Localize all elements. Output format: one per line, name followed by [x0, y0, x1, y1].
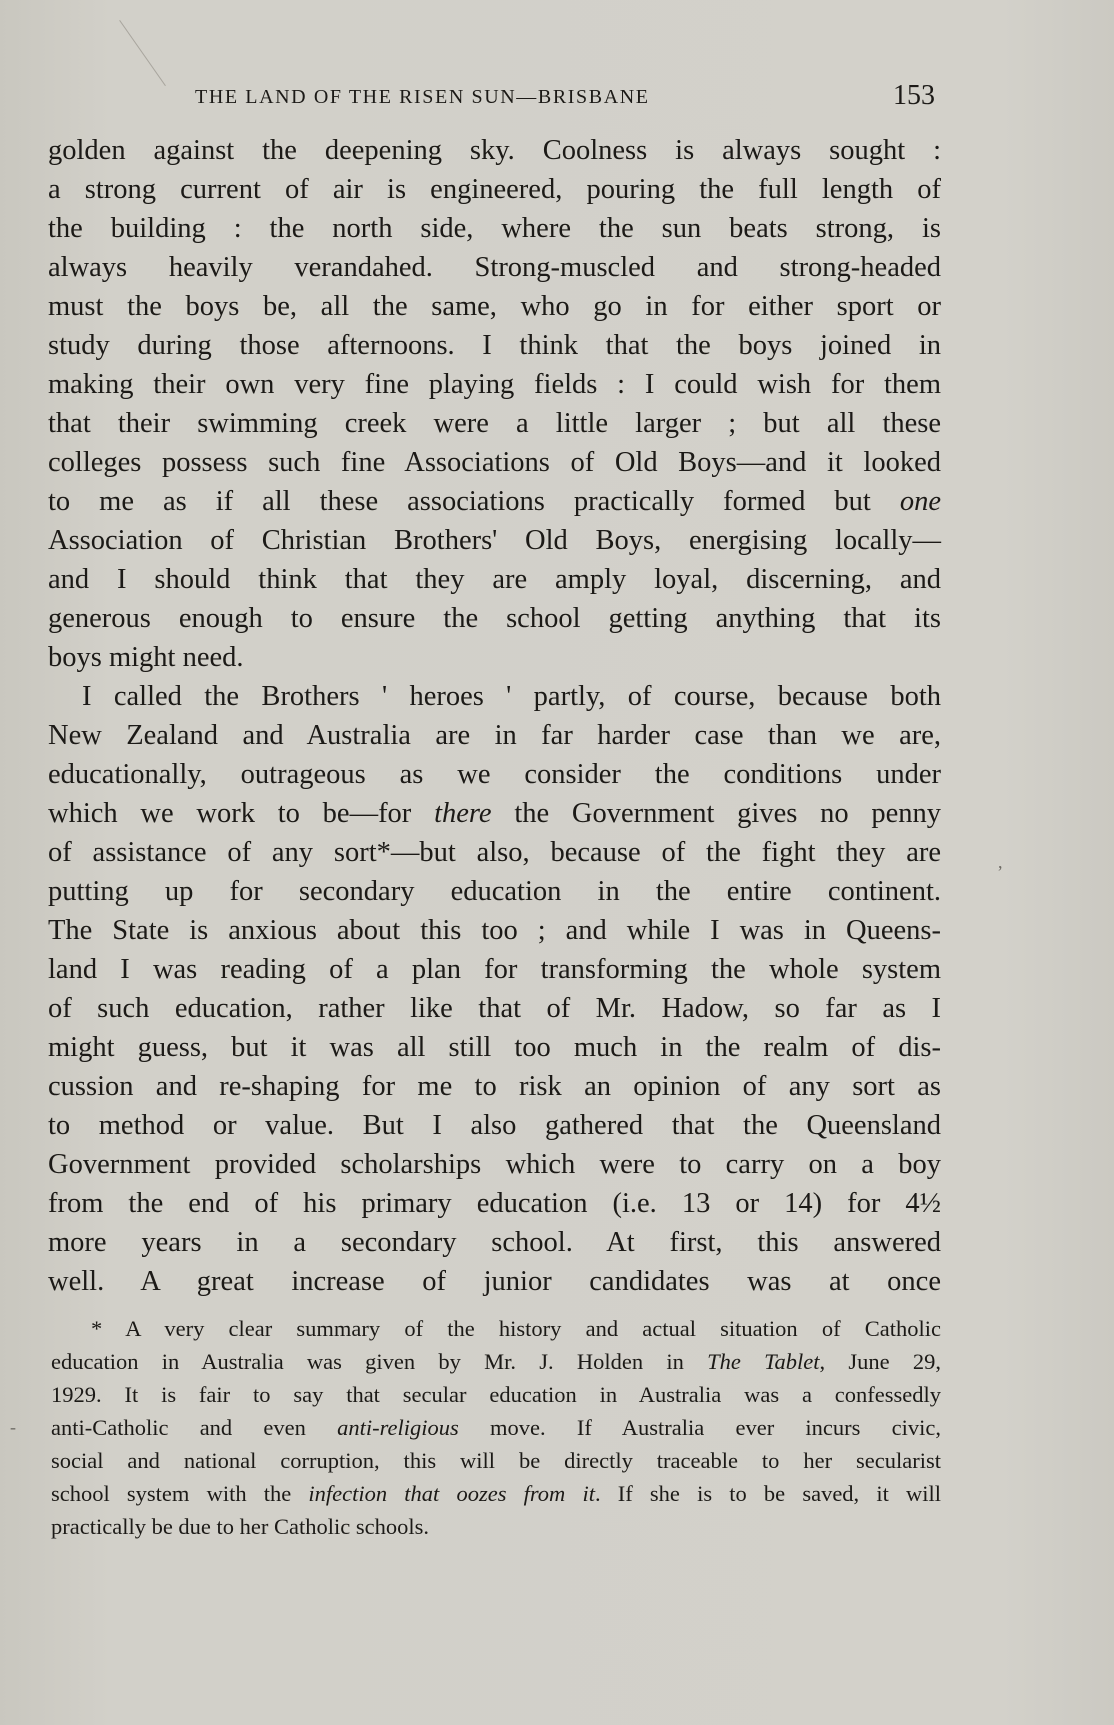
footnote-line	[51, 1477, 941, 1510]
text-line: The State is anxious about this too ; and while I was in Queens-	[48, 915, 941, 946]
footnote-line: practically be due to her Catholic schools.	[51, 1514, 430, 1539]
footnote-line: * A very clear summary of the history and actual situation of Catholic	[91, 1316, 941, 1341]
paragraph-start-line: I called the Brothers ' heroes ' partly, of course, because both	[82, 681, 941, 712]
text-line: of such education, rather like that of Mr. Hadow, so far as I	[48, 993, 941, 1024]
text-line: generous enough to ensure the school getting anything that its	[48, 603, 941, 634]
footnote-line: social and national corruption, this will be directly traceable to her secularist	[51, 1448, 941, 1473]
italic-infection-phrase: infection that oozes from it	[308, 1481, 595, 1506]
text-line: of assistance of any sort*—but also, because of the fight they are	[48, 837, 941, 868]
text-segment: the Government gives no penny	[491, 798, 941, 829]
text-line: Association of Christian Brothers' Old Boys, energising locally—	[48, 525, 941, 556]
text-line: study during those afternoons. I think that the boys joined in	[48, 330, 941, 361]
text-segment: education in Australia was given by Mr. J. Holden in	[51, 1349, 708, 1374]
text-line: making their own very fine playing fields : I could wish for them	[48, 369, 941, 400]
margin-mark: ,	[998, 852, 1003, 872]
text-line: land I was reading of a plan for transforming the whole system	[48, 954, 941, 985]
body-text	[48, 131, 941, 1301]
text-line	[48, 794, 941, 833]
text-line: that their swimming creek were a little larger ; but all these	[48, 408, 941, 439]
text-line: must the boys be, all the same, who go in for either sport or	[48, 291, 941, 322]
text-line: and I should think that they are amply loyal, discerning, and	[48, 564, 941, 595]
text-segment: to me as if all these associations practically formed but	[48, 486, 900, 517]
text-line: a strong current of air is engineered, pouring the full length of	[48, 174, 941, 205]
page-number: 153	[893, 80, 935, 111]
text-line: to method or value. But I also gathered that the Queensland	[48, 1110, 941, 1141]
footnote-line	[51, 1345, 941, 1378]
text-line: well. A great increase of junior candidates was at once	[48, 1266, 941, 1297]
italic-title-tablet: The Tablet	[707, 1349, 820, 1374]
text-line: always heavily verandahed. Strong-muscled and strong-headed	[48, 252, 941, 283]
text-line: educationally, outrageous as we consider the conditions under	[48, 759, 941, 790]
text-line: colleges possess such fine Associations of Old Boys—and it looked	[48, 447, 941, 478]
text-line: the building : the north side, where the sun beats strong, is	[48, 213, 941, 244]
text-line: Government provided scholarships which were to carry on a boy	[48, 1149, 941, 1180]
italic-word-one: one	[899, 486, 941, 517]
margin-mark: -	[10, 1417, 16, 1437]
italic-anti-religious: anti-religious	[337, 1415, 459, 1440]
text-line: might guess, but it was all still too much in the realm of dis-	[48, 1032, 941, 1063]
text-line	[48, 482, 941, 521]
text-line: more years in a secondary school. At first, this answered	[48, 1227, 941, 1258]
text-segment: move. If Australia ever incurs civic,	[458, 1415, 941, 1440]
text-segment: . If she is to be saved, it will	[594, 1481, 942, 1506]
footnote-line	[51, 1411, 941, 1444]
running-title: THE LAND OF THE RISEN SUN—BRISBANE	[195, 86, 650, 108]
text-line: golden against the deepening sky. Coolness is always sought :	[48, 135, 941, 166]
text-line: boys might need.	[48, 642, 244, 673]
footnote-line: 1929. It is fair to say that secular education in Australia was a confessedly	[51, 1382, 941, 1407]
running-head	[0, 80, 1114, 114]
text-segment: school system with the	[51, 1481, 309, 1506]
italic-word-there: there	[434, 798, 492, 829]
text-segment: which we work to be—for	[48, 798, 435, 829]
text-line: cussion and re-shaping for me to risk an opinion of any sort as	[48, 1071, 941, 1102]
text-line: New Zealand and Australia are in far harder case than we are,	[48, 720, 941, 751]
text-segment: anti-Catholic and even	[51, 1415, 338, 1440]
text-segment: , June 29,	[819, 1349, 942, 1374]
text-line: from the end of his primary education (i.e. 13 or 14) for 4½	[48, 1188, 941, 1219]
text-line: putting up for secondary education in the entire continent.	[48, 876, 941, 907]
footnote	[51, 1312, 941, 1543]
